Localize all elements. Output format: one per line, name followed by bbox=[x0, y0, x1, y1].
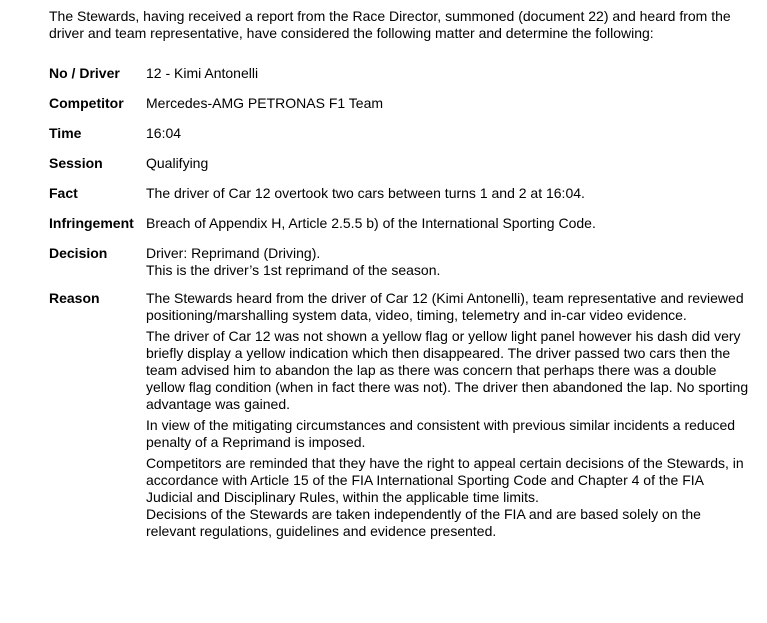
reason-paragraph: Competitors are reminded that they have the right to appeal certain decisions of the Stewards, in accordance with Article 15 of the FIA International Sporting Code and Chapter 4 of the FIA Judicial and Disciplinary Rules, within the applicable time limits. bbox=[146, 455, 744, 505]
intro-paragraph: The Stewards, having received a report from the Race Director, summoned (document 22) and heard from the driver and team representative, have considered the following matter and determine the following: bbox=[49, 8, 731, 41]
field-fact-label: Fact bbox=[49, 185, 78, 201]
field-session-value: Qualifying bbox=[146, 155, 209, 171]
field-fact-value: The driver of Car 12 overtook two cars between turns 1 and 2 at 16:04. bbox=[146, 185, 585, 201]
field-session bbox=[49, 155, 749, 172]
field-reason bbox=[49, 290, 749, 540]
reason-paragraph: The driver of Car 12 was not shown a yellow flag or yellow light panel however his dash did very briefly display a yellow indication which then disappeared. The driver passed two cars then the team advised him to abandon the lap as there was concern that perhaps there was a double yellow flag condition (when in fact there was not). The driver then abandoned the lap. No sporting advantage was gained. bbox=[146, 328, 749, 412]
field-competitor-label: Competitor bbox=[49, 95, 124, 111]
field-infringement-value: Breach of Appendix H, Article 2.5.5 b) of the International Sporting Code. bbox=[146, 215, 596, 231]
field-competitor bbox=[49, 95, 749, 112]
field-time-value: 16:04 bbox=[146, 125, 182, 141]
field-infringement-label: Infringement bbox=[49, 215, 134, 231]
field-decision-value bbox=[146, 245, 749, 279]
field-fact bbox=[49, 185, 749, 202]
decision-reprimand-count: This is the driver’s 1st reprimand of the season. bbox=[146, 262, 441, 278]
field-time-label: Time bbox=[49, 125, 82, 141]
field-decision-label: Decision bbox=[49, 245, 108, 261]
field-session-label: Session bbox=[49, 155, 103, 171]
closing-statement: Decisions of the Stewards are taken independently of the FIA and are based solely on the relevant regulations, guidelines and evidence presented. bbox=[146, 506, 701, 539]
field-reason-label: Reason bbox=[49, 290, 100, 306]
field-reason-value bbox=[146, 290, 749, 540]
reason-paragraph: The Stewards heard from the driver of Car 12 (Kimi Antonelli), team representative and reviewed positioning/marshalling system data, video, timing, telemetry and in-car video evidence. bbox=[146, 290, 744, 323]
field-driver bbox=[49, 65, 749, 82]
field-driver-value: 12 - Kimi Antonelli bbox=[146, 65, 259, 81]
field-time bbox=[49, 125, 749, 142]
field-infringement bbox=[49, 215, 749, 232]
stewards-decision-document bbox=[49, 8, 749, 540]
field-decision bbox=[49, 245, 749, 279]
field-competitor-value: Mercedes-AMG PETRONAS F1 Team bbox=[146, 95, 384, 111]
field-driver-label: No / Driver bbox=[49, 65, 120, 81]
reason-paragraph: In view of the mitigating circumstances and consistent with previous similar incidents a reduced penalty of a Reprimand is imposed. bbox=[146, 417, 736, 450]
decision-penalty: Driver: Reprimand (Driving). bbox=[146, 245, 321, 261]
